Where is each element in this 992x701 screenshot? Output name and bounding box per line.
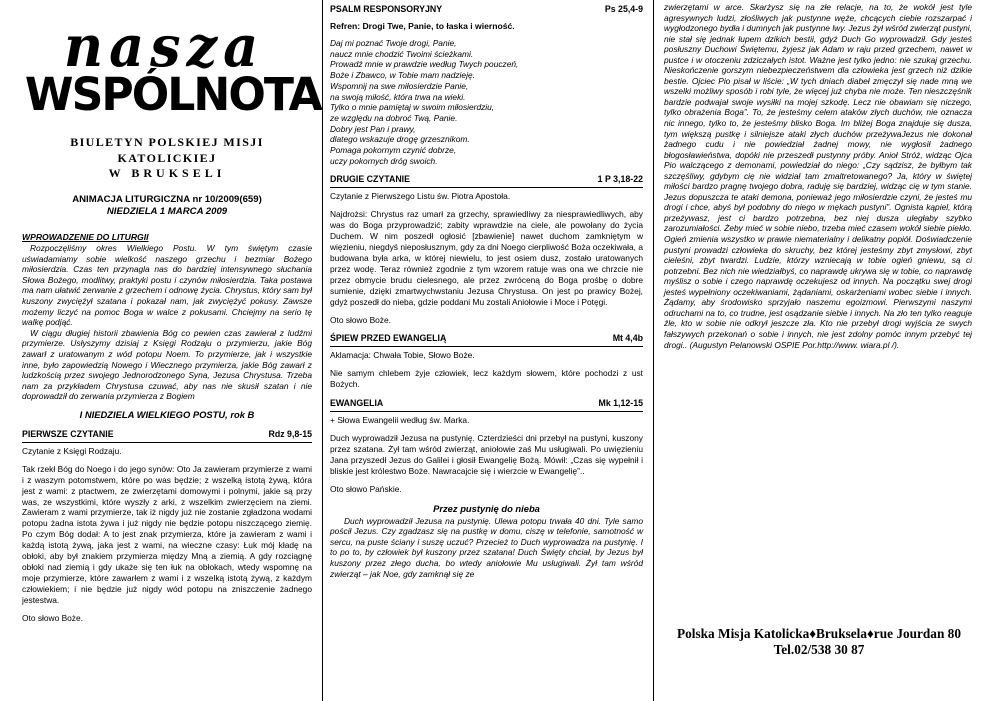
psalm-line: Wspomnij na swe miłosierdzie Panie, — [330, 80, 469, 91]
reading1-source: Czytanie z Księgi Rodzaju. — [22, 445, 122, 456]
gospel-end: Oto słowo Pańskie. — [330, 483, 402, 494]
sunday-title: I NIEDZIELA WIELKIEGO POSTU, rok B — [79, 408, 255, 420]
masthead-title-bottom: WSPÓLNOTA — [24, 68, 321, 121]
psalm-line: Prowadź mnie w prawdzie według Twych pouczeń, — [330, 59, 519, 70]
psalm-lines — [330, 38, 643, 166]
gospel-text: Duch wyprowadził Jezusa na pustynię. Czterdzieści dni przebył na pustyni, kuszony przez szatana. Żył tam wśród zwierząt, aniołowie zaś Mu usługiwali. Po uwięzieniu Jana przyszedł Jezus do Galilei i głosił Ewangelię Bożą. Mówił: „Czas się wypełnił i bliskie jest królestwo Boże. Nawracajcie się i wierzcie w Ewangelię”.. — [330, 433, 643, 476]
column-left — [0, 0, 322, 701]
psalm-line: Daj mi poznać Twoje drogi, Panie, — [330, 38, 457, 48]
reflection-text-part1: Duch wyprowadził Jezusa na pustynię. Ulewa potopu trwała 40 dni. Tyle samo pościł Jezus. Czy zgadzasz się na pustkę w domu, ciszę w telefonie, samotność w sercu, na puste ściany i suszę uczuć? Przecież to Duch wyprowadza na pustynię. I to po to, by człowiek był kuszony przez szatana! Duch Święty chciał, by Jezus był kuszony przez złego ducha, bo wtedy aniołowie Mu usługiwali. Żył tam wśród zwierząt – jak Noe, gdy zamknął się ze — [330, 515, 643, 579]
reading1-text: Tak rzekł Bóg do Noego i do jego synów: Oto Ja zawieram przymierze z wami i z waszym potomstwem, które po was będzie; z wszelką istotą żywą, która jest z wami: z ptactwem, ze zwierzętami domowymi i polnymi, jakie są przy was, ze wszystkimi, które wyszły z arki, z wszelkim zwierzęciem na ziemi. Zawieram z wami przymierze, tak iż nigdy już nie zostanie zgładzona wodami potopu żadna istota żywa i już nigdy nie będzie potopu niszczącego ziemię. Po czym Bóg dodał: A to jest znak przymierza, które ja zawieram z wami i każdą istotą żywą, jaka jest z wami, na wieczne czasy: Łuk mój kładę na obłoki, aby był znakiem przymierza między Mną a ziemią. A gdy rozciągnę obłoki nad ziemią i gdy ukaże się ten łuk na obłokach, wtedy wspomnę na moje przymierze, które zawarłem z wami i z wszelką istotą żywą, z każdym człowiekiem; i nie będzie już nigdy wód potopu na zniszczenie żadnego jestestwa. — [22, 463, 312, 605]
reading2-header — [330, 174, 643, 188]
intro-heading: WPROWADZENIE DO LITURGII — [22, 232, 149, 242]
masthead-title-top: nasza — [63, 12, 265, 80]
psalm-line: na swoją miłość, która trwa na wieki. — [330, 91, 466, 102]
footer-line1: Polska Misja Katolicka♦Bruksela♦rue Jourdan 80 — [677, 626, 961, 641]
reading2-label: DRUGIE CZYTANIE — [330, 174, 410, 185]
gospel-label: EWANGELIA — [330, 398, 384, 409]
intro-paragraph-2: W ciągu długiej historii zbawienia Bóg co pewien czas zawierał z ludźmi przymierze. Usłyszymy dzisiaj z Księgi Rodzaju o przymierzu, jakie Bóg zawarł z uratowanym z wód potopu Noem. To przymierze, jak i wszystkie inne, było zapowiedzią Nowego i Wiecznego przymierza, jakie Bóg zawarł z ludzkością przez swojego Jednorodzonego Syna, Jezusa Chrystusa. Trzeba nam za przykładem Chrystusa czuwać, aby nas nie skusił szatan i nie doprowadził do zerwania przymierza z Bogiem — [22, 327, 312, 402]
footer-line2: Tel.02/538 30 87 — [773, 642, 865, 657]
reading1-end: Oto słowo Boże. — [22, 612, 83, 623]
bulletin-city: W BRUKSELI — [108, 166, 226, 180]
psalm-line: Tylko o mnie pamiętaj w swoim miłosierdziu, — [330, 102, 495, 113]
column-right — [653, 0, 992, 701]
psalm-line: Pomaga pokornym czynić dobrze, — [330, 145, 457, 156]
reading1-label: PIERWSZE CZYTANIE — [22, 428, 114, 439]
acclamation-label: ŚPIEW PRZED EWANGELIĄ — [330, 333, 447, 344]
acclamation-header — [330, 333, 643, 347]
reading1-ref: Rdz 9,8-15 — [268, 428, 312, 439]
reading2-end: Oto słowo Boże. — [330, 314, 391, 325]
psalm-refrain: Refren: Drogi Twe, Panie, to łaska i wierność. — [330, 21, 515, 31]
psalm-line: Boże i Zbawco, w Tobie mam nadzieję. — [330, 70, 475, 81]
intro-paragraph-1: Rozpoczęliśmy okres Wielkiego Postu. W tym świętym czasie uświadamiamy sobie wielkość naszego grzechu i bezmiar Bożego miłosierdzia. Czas ten przynagla nas do bardziej intensywnego słuchania Słowa Bożego, modlitwy, praktyki postu i czynów miłosierdzia. Taka postawa ma nam ułatwić zerwanie z grzechem i odnowę życia. Chrystus, który sam był kuszony zwyciężył szatana i pokazał nam, jak zwyciężyć pokusy. Zawsze możemy liczyć na pomoc Boga w walce z pokusami. Chciejmy na serio tę walkę podjąć. — [22, 243, 312, 328]
gospel-ref: Mk 1,12-15 — [598, 398, 643, 409]
bulletin-subtitle: BIULETYN POLSKIEJ MISJI KATOLICKIEJ — [70, 135, 264, 165]
psalm-line: ze względu na dobroć Twą, Panie. — [330, 112, 458, 123]
reflection-text-part2: zwierzętami w arce. Skarżysz się na złe relacje, na to, że wokół jest tyle agresywnych ludzi, złośliwych jak pustynne węże, chcących ciebie rozszarpać i wygłodzonego bydła i dumnych jak pustynne lwy. Jezus żył wśród zwierząt pustyni, nie stał się jednak łupem dzikich bestii, gdyż Duch Go wyprowadził. Gdy jesteś posłuszny Duchowi Świętemu, żyjesz jak Adam w raju przed grzechem, nawet w pustce i w otoczeniu zdziczałych istot. Ważne jest tylko jedno: nie szukaj grzechu. Nieskończenie gorszym niebezpieczeństwem dla człowieka jest grzech niż dzikie bestie. Ojciec Pio pisał w liście: „W tych dniach diabeł zmęczył się nade mną we wszelki możliwy sposób i robi tyle, że więcej już chyba nie może. Ten nieszczęśnik bardzie podwajał swoje wysiłki na mojej szkodę. Lecz nie obawiam się niczego, tylko obrażenia Boga”. To, że jesteśmy celem ataków złych duchów, nie oznacza nic innego, tylko to, że jesteśmy blisko Boga. Im bliżej Boga znajduje się dusza, tym większą pustkę i silniejsze ataki złych duchów przeżywaJezus nie dokonał żadnego cudu i nie powiedział żadnej mowy, nie wygłosił żadnego błogosławieństwa, dopóki nie przeszedł pustynny próby. Anioł Stróż, widząc Ojca Pio walczącego z demonami, powiedział do niego: „Czy sądzisz, że byłbym tak szczęśliwy, gdybym cię nie widział tam zmaltretowanego? Ja, który w świętej miłości bardzo pragnę twojego dobra, raduję się bardziej, widząc cię w tym stanie. Jezus dopuszcza te ataki demona, ponieważ jego miłosierdzie czyni, że jesteś mu drogi i chce, abyś był podobny do niego w mękach pustyni”. Ognista kąpiel, którą przeżywasz, jest ci bardzo potrzebna, bez niej dusza uległaby szybko zarozumiałości. Żeby mieć w sobie niebo, trzeba mieć czasem wokół siebie piekło. Ogień zmienia wszystko w prawie niematerialny i delikatny popiół. Doświadczenie pustyni prowadzi człowieka do skruchy, bez której jesteśmy zbyt zmysłowi, zbyt cieleśni, zbyt twardzi. Ludzie, którzy wzniecają w tobie ogień gniewu, są ci potrzebni. Bez nich nie wiedziałbyś, co naprawdę ukrywa się w tobie, co naprawdę myślisz o sobie i czego naprawdę oczekujesz od innych. Na początku swej drogi jesteś wypełniony oczekiwaniami, żądaniami, oskarżeniami wobec siebie i innych. Żądamy, aby środowisko sprzyjało naszemu egoizmowi. Pierwszymi naszymi odruchami na to, co trudne, jest osądzanie siebie i innych. Na zło ten tylko reaguje źle, kto w sobie nie odkrył jeszcze zła. Kto nie przebył drogi wyjścia ze swych fałszywych przekonań o sobie i innych, nie jest zdolny pomóc innym przebyć tej drogi.. (Augustyn Pelanowski OSPIE Por.http://www. wiara.pl /). — [664, 2, 972, 350]
reading1-header — [22, 429, 312, 443]
psalm-line: Dobry jest Pan i prawy, — [330, 123, 416, 134]
issue-title: ANIMACJA LITURGICZNA nr 10/2009(659) — [72, 194, 262, 205]
psalm-header — [330, 4, 643, 17]
psalm-ref: Ps 25,4-9 — [604, 4, 643, 14]
issue-date: NIEDZIELA 1 MARCA 2009 — [106, 206, 228, 217]
reading2-text: Najdrożsi: Chrystus raz umarł za grzechy, sprawiedliwy za niesprawiedliwych, aby was do Boga przyprowadzić; zabity wprawdzie na ciele, ale powołany do życia Duchem. W nim poszedł ogłosić [zbawienie] nawet duchom zamkniętym w więzieniu, niegdyś nieposłusznym, gdy za dni Noego cierpliwość Boża oczekiwała, a budowana była arka, w której niewielu, to jest osiem dusz, zostało uratowanych przez wodę. Teraz również zgodnie z tym wzorem ratuje was ona we chrzcie nie przez obmycie brudu cielesnego, ale przez zwróceną do Boga prośbę o dobre sumienie, dzięki zmartwychwstaniu Jezusa Chrystusa. On jest po prawicy Bożej, gdyż poszedł do nieba, gdzie poddani Mu zostali Aniołowie i Moce i Potęgi. — [330, 209, 643, 307]
column-middle — [322, 0, 653, 701]
acclamation-line2: Nie samym chlebem żyje człowiek, lecz każdym słowem, które pochodzi z ust Bożych. — [330, 368, 643, 390]
gospel-source: + Słowa Ewangelii według św. Marka. — [330, 415, 470, 426]
gospel-header — [330, 398, 643, 412]
psalm-line: uczy pokornych dróg swoich. — [330, 155, 438, 166]
psalm-line: naucz mnie chodzić Twoimi ścieżkami. — [330, 48, 474, 59]
reflection-title: Przez pustynię do nieba — [433, 502, 540, 514]
psalm-label: PSALM RESPONSORYJNY — [330, 4, 443, 14]
footer-address — [664, 626, 974, 658]
acclamation-line1: Aklamacja: Chwała Tobie, Słowo Boże. — [330, 350, 475, 361]
psalm-line: dlatego wskazuje drogę grzesznikom. — [330, 134, 470, 145]
reading2-ref: 1 P 3,18-22 — [597, 174, 643, 185]
acclamation-ref: Mt 4,4b — [612, 333, 643, 344]
reading2-source: Czytanie z Pierwszego Listu św. Piotra Apostoła. — [330, 191, 511, 202]
